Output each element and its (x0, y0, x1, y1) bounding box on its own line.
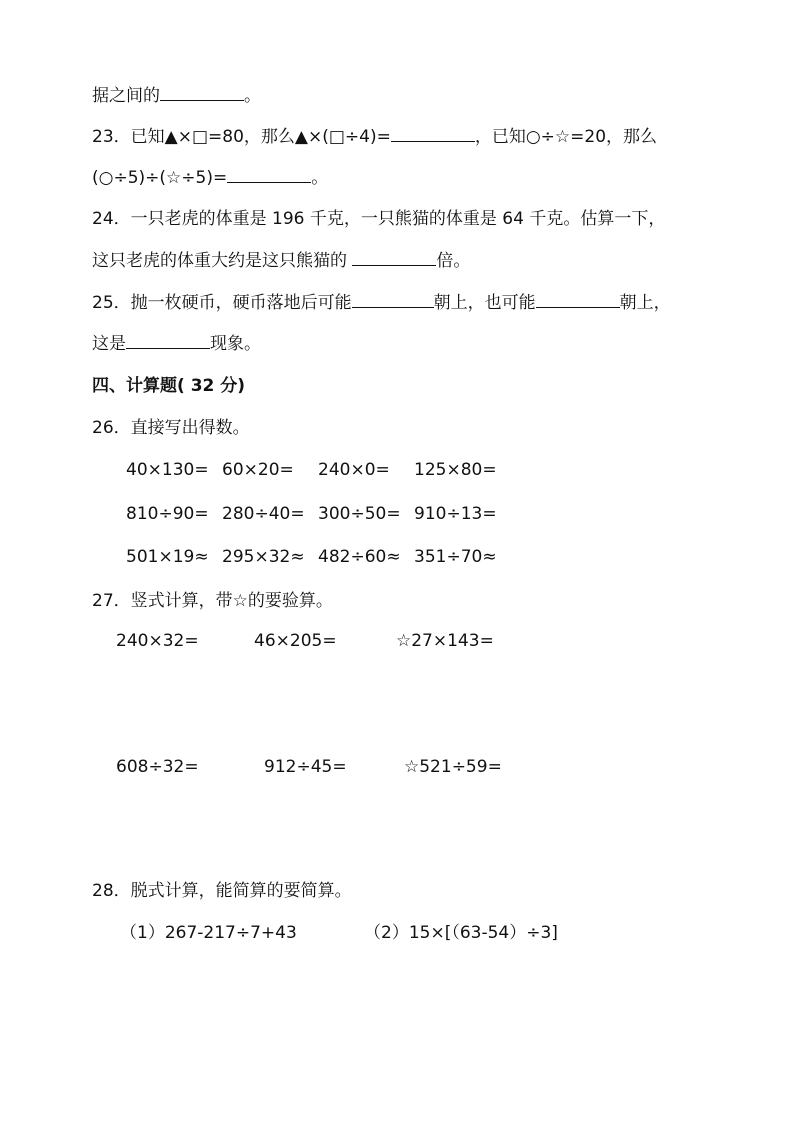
q27-title: 27．竖式计算，带☆的要验算。 (92, 591, 333, 611)
q24-text: 这只老虎的体重大约是这只熊猫的 (92, 251, 353, 271)
q26-r1c4: 125×80= (414, 460, 497, 480)
q28-item-1: （1）267-217÷7+43 (120, 923, 297, 943)
q26-r1c2: 60×20= (222, 460, 294, 480)
q26-r3c1: 501×19≈ (126, 547, 209, 567)
q25-text-a: 25．抛一枚硬币，硬币落地后可能 (92, 293, 352, 313)
q25-end: 现象。 (210, 334, 261, 354)
q27-item-2: 46×205= (254, 631, 337, 651)
answer-blank[interactable] (126, 332, 210, 349)
q23-text-a: 23．已知▲×□=80，那么▲×(□÷4)= (92, 127, 391, 147)
q23-end: 。 (311, 168, 329, 188)
q27-item-4: 608÷32= (116, 757, 199, 777)
q27-item-1: 240×32= (116, 631, 199, 651)
q26-title: 26．直接写出得数。 (92, 418, 250, 438)
q28-item-2: （2）15×[（63-54）÷3] (364, 923, 558, 943)
q24-line2 (92, 249, 470, 273)
q27-item-6: ☆521÷59= (404, 757, 502, 777)
q23-text-b: ，已知○÷☆=20，那么 (474, 127, 658, 147)
q27-item-5: 912÷45= (264, 757, 347, 777)
q26-r2c3: 300÷50= (318, 504, 401, 524)
q25-text-b: 朝上，也可能 (433, 293, 536, 313)
q26-r3c4: 351÷70≈ (414, 547, 497, 567)
q27-item-3: ☆27×143= (396, 631, 494, 651)
section-title: 四、计算题( 32 分) (92, 376, 246, 396)
answer-blank[interactable] (352, 291, 434, 308)
q24-end: 倍。 (436, 251, 471, 271)
answer-blank[interactable] (160, 84, 244, 101)
answer-blank[interactable] (352, 249, 436, 266)
q24-line1: 24．一只老虎的体重是 196 千克，一只熊猫的体重是 64 千克。估算一下， (92, 209, 666, 229)
q23-text-c: (○÷5)÷(☆÷5)= (92, 168, 228, 188)
q25-text-d: 这是 (92, 334, 126, 354)
q22-tail (92, 84, 261, 108)
q26-r2c4: 910÷13= (414, 504, 497, 524)
q28-title: 28．脱式计算，能简算的要简算。 (92, 881, 352, 901)
answer-blank[interactable] (227, 166, 311, 183)
q22-text: 据之间的 (92, 86, 160, 106)
q23-line2 (92, 166, 328, 190)
q26-r3c3: 482÷60≈ (318, 547, 401, 567)
answer-blank[interactable] (536, 291, 620, 308)
q26-r3c2: 295×32≈ (222, 547, 305, 567)
q25-text-c: 朝上， (619, 293, 671, 313)
q26-r1c1: 40×130= (126, 460, 209, 480)
q26-r1c3: 240×0= (318, 460, 390, 480)
answer-blank[interactable] (391, 125, 475, 142)
q26-r2c2: 280÷40= (222, 504, 305, 524)
q25-line1 (92, 291, 671, 315)
q22-end: 。 (244, 86, 261, 106)
q26-r2c1: 810÷90= (126, 504, 209, 524)
q23-line1 (92, 125, 657, 149)
q25-line2 (92, 332, 261, 356)
